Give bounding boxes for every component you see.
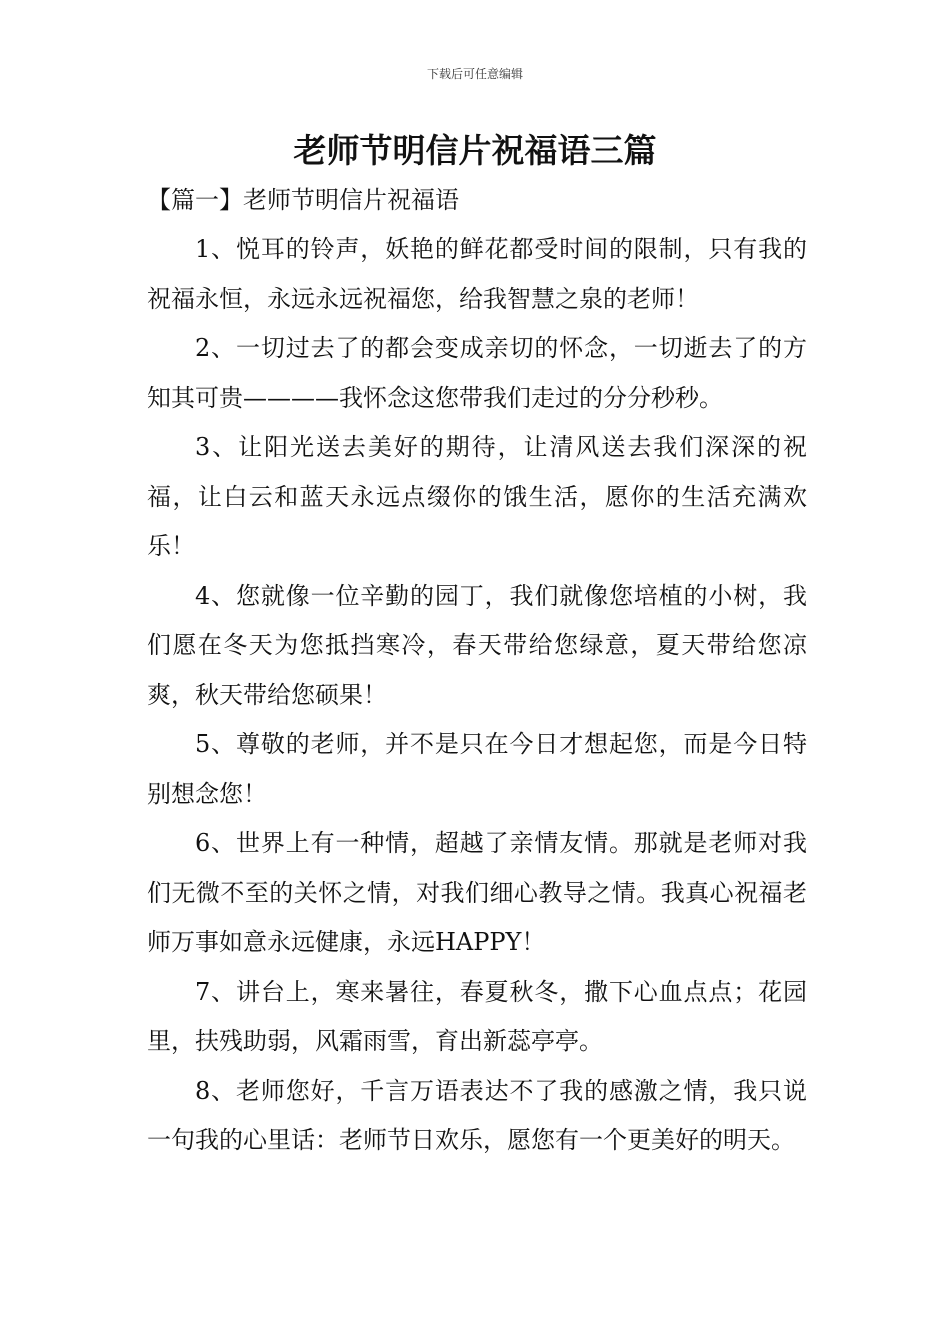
paragraph-6: 6、世界上有一种情，超越了亲情友情。那就是老师对我们无微不至的关怀之情，对我们细心教导之情。我真心祝福老师万事如意永远健康，永远HAPPY！ <box>147 829 807 956</box>
document-body <box>147 176 807 1166</box>
paragraph-3: 3、让阳光送去美好的期待，让清风送去我们深深的祝福，让白云和蓝天永远点缀你的饿生活，愿你的生活充满欢乐！ <box>147 433 807 560</box>
document-title: 老师节明信片祝福语三篇 <box>293 131 657 170</box>
paragraph-1: 1、悦耳的铃声，妖艳的鲜花都受时间的限制，只有我的祝福永恒，永远永远祝福您，给我智慧之泉的老师！ <box>147 235 807 313</box>
page-header-note: 下载后可任意编辑 <box>426 67 523 81</box>
paragraph-8: 8、老师您好，千言万语表达不了我的感激之情，我只说一句我的心里话：老师节日欢乐，愿您有一个更美好的明天。 <box>147 1076 807 1154</box>
section-heading: 【篇一】老师节明信片祝福语 <box>147 186 459 214</box>
paragraph-5: 5、尊敬的老师，并不是只在今日才想起您，而是今日特别想念您！ <box>147 730 807 808</box>
paragraph-7: 7、讲台上，寒来暑往，春夏秋冬，撒下心血点点；花园里，扶残助弱，风霜雨雪，育出新蕊亭亭。 <box>147 977 807 1055</box>
paragraph-4: 4、您就像一位辛勤的园丁，我们就像您培植的小树，我们愿在冬天为您抵挡寒冷，春天带给您绿意，夏天带给您凉爽，秋天带给您硕果！ <box>147 581 807 709</box>
paragraph-2: 2、一切过去了的都会变成亲切的怀念，一切逝去了的方知其可贵————我怀念这您带我们走过的分分秒秒。 <box>147 334 807 412</box>
